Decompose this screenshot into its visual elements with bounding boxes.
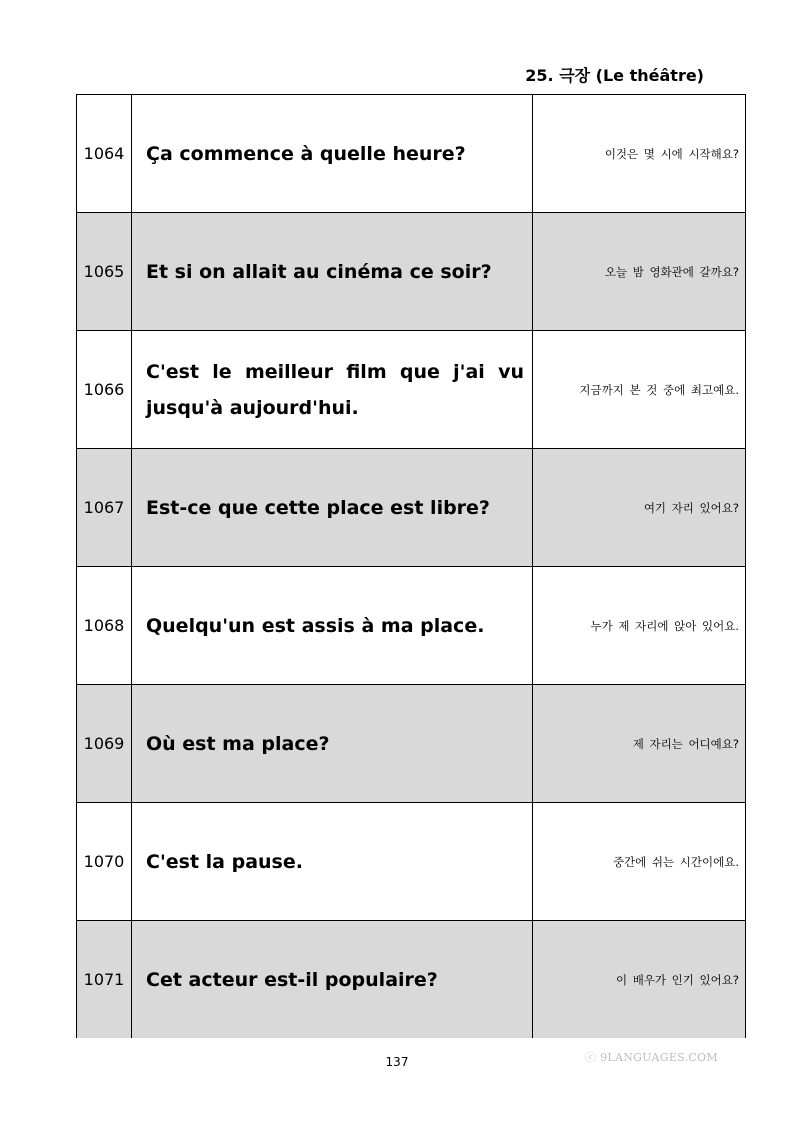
french-phrase: Et si on allait au cinéma ce soir? — [132, 213, 533, 331]
phrase-number: 1068 — [77, 567, 132, 685]
table-row — [77, 803, 746, 921]
phrase-number: 1071 — [77, 921, 132, 1039]
french-phrase: Quelqu'un est assis à ma place. — [132, 567, 533, 685]
phrase-number: 1067 — [77, 449, 132, 567]
table-row — [77, 921, 746, 1039]
korean-translation: 제 자리는 어디예요? — [533, 685, 746, 803]
korean-translation: 여기 자리 있어요? — [533, 449, 746, 567]
phrase-number: 1066 — [77, 331, 132, 449]
french-phrase: Est-ce que cette place est libre? — [132, 449, 533, 567]
korean-translation: 지금까지 본 것 중에 최고예요. — [533, 331, 746, 449]
phrase-number: 1064 — [77, 95, 132, 213]
table-row — [77, 331, 746, 449]
korean-translation: 오늘 밤 영화관에 갈까요? — [533, 213, 746, 331]
french-phrase: Ça commence à quelle heure? — [132, 95, 533, 213]
french-phrase: C'est la pause. — [132, 803, 533, 921]
copyright-watermark: ⓒ 9LANGUAGES.COM — [585, 1051, 718, 1064]
phrase-table — [76, 94, 746, 1038]
table-row — [77, 685, 746, 803]
korean-translation: 이것은 몇 시에 시작해요? — [533, 95, 746, 213]
table-row — [77, 449, 746, 567]
page-number: 137 — [385, 1055, 409, 1069]
section-title: 25. 극장 (Le théâtre) — [525, 66, 704, 85]
phrase-number: 1065 — [77, 213, 132, 331]
table-row — [77, 95, 746, 213]
phrase-number: 1069 — [77, 685, 132, 803]
korean-translation: 중간에 쉬는 시간이에요. — [533, 803, 746, 921]
french-phrase: Où est ma place? — [132, 685, 533, 803]
french-phrase: C'est le meilleur film que j'ai vu jusqu'à aujourd'hui. — [132, 331, 533, 449]
table-row — [77, 213, 746, 331]
korean-translation: 누가 제 자리에 앉아 있어요. — [533, 567, 746, 685]
french-phrase: Cet acteur est-il populaire? — [132, 921, 533, 1039]
korean-translation: 이 배우가 인기 있어요? — [533, 921, 746, 1039]
phrase-number: 1070 — [77, 803, 132, 921]
table-row — [77, 567, 746, 685]
